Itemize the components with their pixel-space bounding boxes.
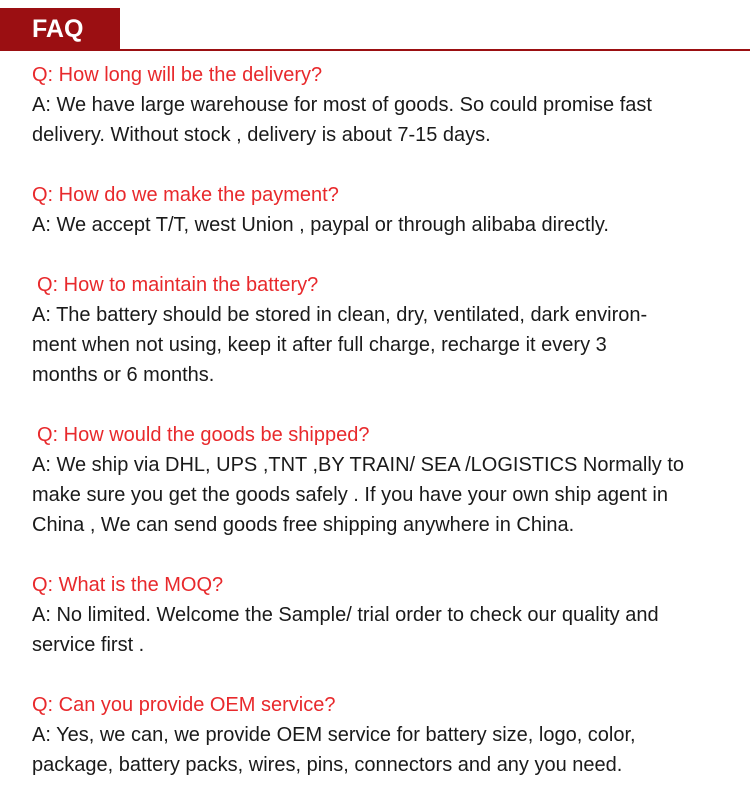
answer-line: A: We accept T/T, west Union , paypal or through alibaba directly. [32, 214, 609, 236]
question-text: Q: How to maintain the battery? [37, 274, 319, 296]
faq-item-moq [32, 570, 732, 660]
faq-item-payment [32, 180, 732, 240]
answer-text [32, 210, 732, 240]
answer-line: China , We can send goods free shipping anywhere in China. [32, 514, 575, 536]
answer-line: A: No limited. Welcome the Sample/ trial order to check our quality and [32, 604, 659, 626]
faq-item-delivery [32, 60, 732, 150]
answer-text [32, 600, 732, 660]
answer-line: service first . [32, 634, 145, 656]
question-text: Q: What is the MOQ? [32, 574, 224, 596]
faq-item-shipping [32, 420, 732, 540]
question-text: Q: Can you provide OEM service? [32, 694, 336, 716]
answer-text [32, 90, 732, 150]
header-divider [0, 49, 750, 51]
answer-line: A: We have large warehouse for most of goods. So could promise fast [32, 94, 652, 116]
answer-text [32, 450, 732, 540]
answer-line: A: Yes, we can, we provide OEM service for battery size, logo, color, [32, 724, 636, 746]
faq-item-battery-maintenance [32, 270, 732, 390]
question-text: Q: How do we make the payment? [32, 184, 339, 206]
answer-text [32, 720, 732, 780]
faq-item-oem [32, 690, 732, 780]
answer-line: months or 6 months. [32, 364, 215, 386]
faq-title: FAQ [0, 8, 120, 50]
answer-line: A: We ship via DHL, UPS ,TNT ,BY TRAIN/ SEA /LOGISTICS Normally to [32, 454, 685, 476]
faq-header [0, 0, 750, 50]
answer-line: delivery. Without stock , delivery is about 7-15 days. [32, 124, 491, 146]
answer-line: A: The battery should be stored in clean, dry, ventilated, dark environ- [32, 304, 648, 326]
answer-text [32, 300, 732, 390]
question-text: Q: How would the goods be shipped? [37, 424, 370, 446]
question-text: Q: How long will be the delivery? [32, 64, 323, 86]
answer-line: ment when not using, keep it after full charge, recharge it every 3 [32, 334, 607, 356]
faq-list [32, 60, 732, 780]
answer-line: make sure you get the goods safely . If you have your own ship agent in [32, 484, 668, 506]
answer-line: package, battery packs, wires, pins, connectors and any you need. [32, 754, 623, 776]
